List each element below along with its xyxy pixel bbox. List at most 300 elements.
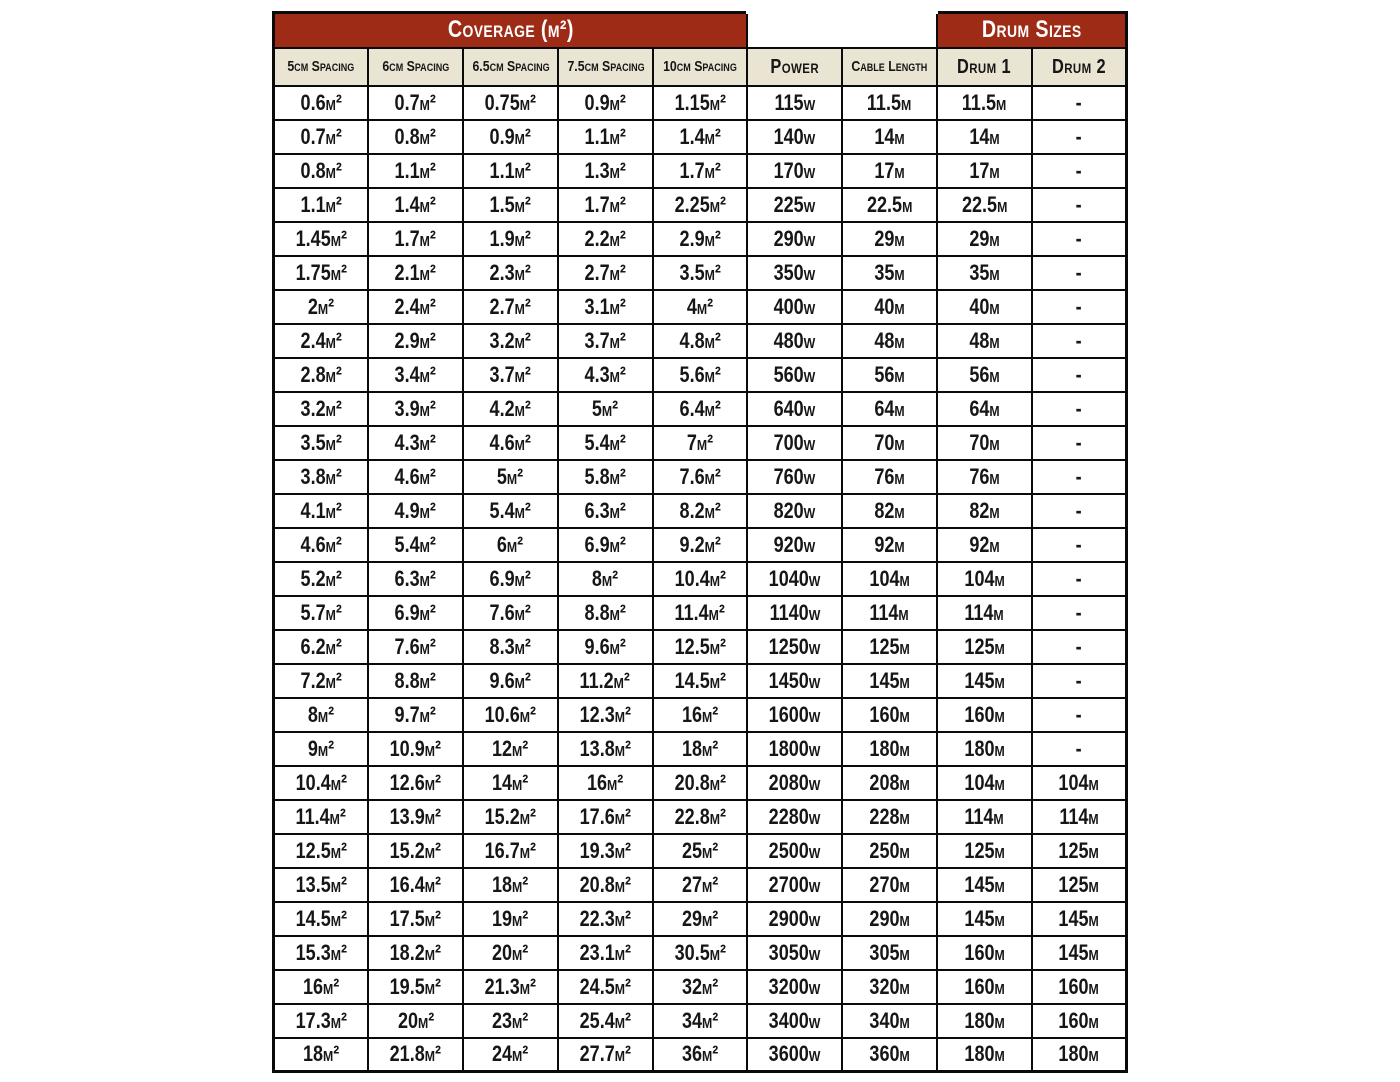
cell-drum-2-r25 [1032, 902, 1127, 936]
cell-5cm-spacing-r23 [274, 834, 369, 868]
cell-value: 0.75m² [484, 89, 537, 115]
cell-10cm-spacing-r9 [653, 358, 748, 392]
cell-value: 270m [869, 871, 910, 897]
cell-6-5cm-spacing-r6 [463, 256, 558, 290]
cell-6-5cm-spacing-r10 [463, 392, 558, 426]
cell-5cm-spacing-r26 [274, 936, 369, 970]
cell-value: 7.6m² [394, 633, 437, 659]
cell-value: 14m [969, 123, 1000, 149]
cell-7-5cm-spacing-r14 [558, 528, 653, 562]
cell-value: - [1075, 735, 1082, 761]
cell-value: 5.6m² [679, 361, 721, 387]
cell-value: 1.4m² [679, 123, 721, 149]
cell-10cm-spacing-r20 [653, 732, 748, 766]
cell-value: 2500w [768, 837, 821, 863]
cell-drum-1-r3 [937, 154, 1032, 188]
cell-value: 8.8m² [584, 599, 626, 625]
cell-value: - [1075, 565, 1082, 591]
cell-value: 7.2m² [300, 667, 342, 693]
cell-cable-length-r28 [842, 1004, 937, 1038]
cell-5cm-spacing-r18 [274, 664, 369, 698]
cell-value: 92m [874, 531, 905, 557]
cell-value: 6.9m² [489, 565, 532, 591]
cell-value: 1.1m² [584, 123, 626, 149]
cell-value: 180m [869, 735, 910, 761]
cell-value: 25m² [681, 837, 719, 863]
cell-value: - [1075, 293, 1082, 319]
cell-value: 1.4m² [394, 191, 437, 217]
cell-power-r25 [747, 902, 842, 936]
table-row-23 [274, 834, 1127, 868]
cell-value: 560w [773, 361, 816, 387]
cell-drum-2-r24 [1032, 868, 1127, 902]
cell-value: 104m [964, 565, 1005, 591]
cell-value: 18m² [302, 1041, 340, 1067]
cell-value: 7m² [686, 429, 714, 455]
cell-value: 1.1m² [394, 157, 437, 183]
cell-value: 3400w [768, 1007, 821, 1033]
cell-7-5cm-spacing-r2 [558, 120, 653, 154]
cell-value: 14.5m² [295, 905, 347, 931]
cell-cable-length-r2 [842, 120, 937, 154]
cell-drum-2-r17 [1032, 630, 1127, 664]
table-row-28 [274, 1004, 1127, 1038]
cell-drum-2-r27 [1032, 970, 1127, 1004]
cell-value: 125m [1058, 837, 1099, 863]
cell-value: 56m [969, 361, 1000, 387]
cell-drum-2-r29 [1032, 1038, 1127, 1072]
cell-value: 5m² [497, 463, 524, 489]
cell-power-r15 [747, 562, 842, 596]
cell-5cm-spacing-r24 [274, 868, 369, 902]
cell-drum-1-r29 [937, 1038, 1032, 1072]
cell-value: 180m [964, 735, 1005, 761]
cell-value: 36m² [681, 1041, 719, 1067]
cell-6cm-spacing-r3 [368, 154, 463, 188]
cell-value: 125m [964, 837, 1005, 863]
cell-value: 145m [964, 667, 1005, 693]
cell-value: - [1075, 531, 1082, 557]
cell-value: 6.9m² [394, 599, 437, 625]
cell-value: 9.2m² [679, 531, 721, 557]
table-row-27 [274, 970, 1127, 1004]
cell-value: 27.7m² [579, 1041, 631, 1067]
cell-value: 115w [774, 89, 816, 115]
cell-10cm-spacing-r24 [653, 868, 748, 902]
table-row-26 [274, 936, 1127, 970]
cell-6cm-spacing-r13 [368, 494, 463, 528]
cell-value: 160m [964, 973, 1005, 999]
cell-10cm-spacing-r12 [653, 460, 748, 494]
cell-value: 21.8m² [389, 1041, 442, 1067]
cell-6cm-spacing-r8 [368, 324, 463, 358]
cell-value: 145m [964, 905, 1005, 931]
cell-10cm-spacing-r25 [653, 902, 748, 936]
cell-drum-1-r12 [937, 460, 1032, 494]
cell-value: 27m² [681, 871, 719, 897]
cell-value: 1.45m² [295, 225, 347, 251]
cell-value: 208m [869, 769, 910, 795]
cell-value: 2700w [768, 871, 821, 897]
cell-5cm-spacing-r29 [274, 1038, 369, 1072]
cell-value: 56m [874, 361, 905, 387]
table-row-11 [274, 426, 1127, 460]
cell-value: 1.7m² [584, 191, 626, 217]
cell-7-5cm-spacing-r18 [558, 664, 653, 698]
table-row-24 [274, 868, 1127, 902]
cell-6-5cm-spacing-r11 [463, 426, 558, 460]
cell-drum-2-r14 [1032, 528, 1127, 562]
cell-7-5cm-spacing-r20 [558, 732, 653, 766]
cell-value: 17.5m² [389, 905, 442, 931]
cell-value: 160m [1058, 973, 1099, 999]
cell-5cm-spacing-r21 [274, 766, 369, 800]
cell-value: 2.1m² [394, 259, 437, 285]
cell-drum-2-r26 [1032, 936, 1127, 970]
cell-7-5cm-spacing-r9 [558, 358, 653, 392]
cell-value: 145m [1058, 939, 1099, 965]
cell-value: 3.2m² [300, 395, 342, 421]
cell-6-5cm-spacing-r20 [463, 732, 558, 766]
cell-value: 23m² [492, 1007, 529, 1033]
cell-7-5cm-spacing-r28 [558, 1004, 653, 1038]
cell-value: - [1075, 497, 1082, 523]
cell-value: 2.9m² [394, 327, 437, 353]
drum-sizes-group-header [937, 13, 1127, 48]
cell-value: 10.4m² [674, 565, 726, 591]
cell-cable-length-r3 [842, 154, 937, 188]
cell-5cm-spacing-r3 [274, 154, 369, 188]
cell-value: 1450w [768, 667, 821, 693]
cell-value: 3600w [768, 1041, 821, 1067]
cell-drum-2-r16 [1032, 596, 1127, 630]
table-row-10 [274, 392, 1127, 426]
cell-cable-length-r4 [842, 188, 937, 222]
cell-cable-length-r25 [842, 902, 937, 936]
table-row-2 [274, 120, 1127, 154]
cell-drum-1-r1 [937, 86, 1032, 120]
cell-power-r13 [747, 494, 842, 528]
col-header-label: 6cm Spacing [382, 58, 450, 75]
cell-value: 0.9m² [489, 123, 532, 149]
cell-cable-length-r1 [842, 86, 937, 120]
cell-value: 3.4m² [394, 361, 437, 387]
cell-6cm-spacing-r5 [368, 222, 463, 256]
col-header-drum-1 [937, 48, 1032, 86]
cell-cable-length-r29 [842, 1038, 937, 1072]
cell-6-5cm-spacing-r13 [463, 494, 558, 528]
cell-power-r19 [747, 698, 842, 732]
cell-cable-length-r18 [842, 664, 937, 698]
cell-value: 2.8m² [300, 361, 342, 387]
cell-5cm-spacing-r5 [274, 222, 369, 256]
cell-value: 920w [773, 531, 816, 557]
cell-10cm-spacing-r14 [653, 528, 748, 562]
cell-6cm-spacing-r9 [368, 358, 463, 392]
cell-value: - [1075, 225, 1082, 251]
cell-drum-2-r15 [1032, 562, 1127, 596]
cell-drum-1-r22 [937, 800, 1032, 834]
cell-value: 8.3m² [489, 633, 532, 659]
cell-drum-2-r7 [1032, 290, 1127, 324]
cell-value: 4.2m² [489, 395, 532, 421]
cell-value: 2280w [768, 803, 821, 829]
cell-7-5cm-spacing-r3 [558, 154, 653, 188]
cell-value: 9.6m² [489, 667, 532, 693]
cell-value: 23.1m² [579, 939, 631, 965]
cell-drum-1-r4 [937, 188, 1032, 222]
cell-cable-length-r7 [842, 290, 937, 324]
cell-value: 76m [969, 463, 1000, 489]
cell-drum-1-r27 [937, 970, 1032, 1004]
table-row-12 [274, 460, 1127, 494]
cell-value: - [1075, 327, 1082, 353]
cell-6cm-spacing-r25 [368, 902, 463, 936]
cell-value: 14m [874, 123, 905, 149]
cell-power-r9 [747, 358, 842, 392]
col-header-label: 7.5cm Spacing [567, 58, 645, 75]
cell-value: 6.2m² [300, 633, 342, 659]
table-row-20 [274, 732, 1127, 766]
cell-value: 20.8m² [674, 769, 726, 795]
cell-value: 3.2m² [489, 327, 532, 353]
cell-10cm-spacing-r6 [653, 256, 748, 290]
cell-value: 10.4m² [295, 769, 347, 795]
cell-10cm-spacing-r23 [653, 834, 748, 868]
cell-value: 6.9m² [584, 531, 626, 557]
cell-value: 12.5m² [295, 837, 347, 863]
cell-value: 24.5m² [579, 973, 631, 999]
col-header-label: Cable Length [851, 58, 928, 75]
cell-7-5cm-spacing-r1 [558, 86, 653, 120]
cell-value: 5.8m² [584, 463, 626, 489]
cell-drum-1-r21 [937, 766, 1032, 800]
cell-drum-1-r19 [937, 698, 1032, 732]
cell-value: 5.2m² [300, 565, 342, 591]
cell-power-r2 [747, 120, 842, 154]
cell-drum-1-r10 [937, 392, 1032, 426]
cell-7-5cm-spacing-r11 [558, 426, 653, 460]
cell-value: 2.7m² [489, 293, 532, 319]
cell-power-r24 [747, 868, 842, 902]
cell-value: 2080w [768, 769, 821, 795]
cell-value: 2.7m² [584, 259, 626, 285]
cell-value: 3.1m² [584, 293, 626, 319]
cell-value: 4.6m² [394, 463, 437, 489]
cell-value: 480w [773, 327, 816, 353]
cell-value: 5.4m² [489, 497, 532, 523]
col-header-7-5cm-spacing [558, 48, 653, 86]
cell-7-5cm-spacing-r13 [558, 494, 653, 528]
cell-6-5cm-spacing-r25 [463, 902, 558, 936]
cell-value: 2.4m² [394, 293, 437, 319]
header-group-row [274, 13, 1127, 48]
cell-6-5cm-spacing-r8 [463, 324, 558, 358]
cell-value: 160m [869, 701, 910, 727]
table-row-19 [274, 698, 1127, 732]
col-header-drum-2 [1032, 48, 1127, 86]
cell-value: 22.5m [961, 191, 1007, 217]
cell-value: 9.7m² [394, 701, 437, 727]
cell-5cm-spacing-r20 [274, 732, 369, 766]
table-row-15 [274, 562, 1127, 596]
cell-power-r18 [747, 664, 842, 698]
cell-value: 4.6m² [489, 429, 532, 455]
cell-value: 700w [773, 429, 816, 455]
cell-cable-length-r12 [842, 460, 937, 494]
cell-value: - [1075, 633, 1082, 659]
cell-6-5cm-spacing-r5 [463, 222, 558, 256]
cell-7-5cm-spacing-r5 [558, 222, 653, 256]
cell-value: 400w [773, 293, 816, 319]
cell-power-r10 [747, 392, 842, 426]
table-body [274, 86, 1127, 1072]
cell-value: 13.9m² [389, 803, 442, 829]
cell-6cm-spacing-r1 [368, 86, 463, 120]
cell-value: 5.7m² [300, 599, 342, 625]
cell-value: 0.9m² [584, 89, 626, 115]
cell-5cm-spacing-r22 [274, 800, 369, 834]
cell-value: 8.8m² [394, 667, 437, 693]
cell-value: 16.4m² [389, 871, 442, 897]
cell-6cm-spacing-r4 [368, 188, 463, 222]
cell-drum-2-r12 [1032, 460, 1127, 494]
cell-6cm-spacing-r24 [368, 868, 463, 902]
table-head [274, 13, 1127, 86]
cell-10cm-spacing-r17 [653, 630, 748, 664]
table-row-17 [274, 630, 1127, 664]
cell-value: 1.5m² [489, 191, 532, 217]
table-row-22 [274, 800, 1127, 834]
cell-5cm-spacing-r11 [274, 426, 369, 460]
cell-7-5cm-spacing-r17 [558, 630, 653, 664]
cell-5cm-spacing-r15 [274, 562, 369, 596]
cell-value: 760w [773, 463, 816, 489]
cell-value: 29m² [681, 905, 719, 931]
cell-drum-1-r6 [937, 256, 1032, 290]
table-row-9 [274, 358, 1127, 392]
cell-6-5cm-spacing-r15 [463, 562, 558, 596]
cell-value: 2.25m² [674, 191, 726, 217]
cell-cable-length-r20 [842, 732, 937, 766]
coverage-group-header [274, 13, 748, 48]
cell-7-5cm-spacing-r29 [558, 1038, 653, 1072]
cell-value: - [1075, 429, 1082, 455]
cell-value: 16.7m² [484, 837, 537, 863]
cell-value: - [1075, 463, 1082, 489]
cell-value: 4.3m² [584, 361, 626, 387]
cell-6-5cm-spacing-r24 [463, 868, 558, 902]
cell-value: 6.3m² [584, 497, 626, 523]
cell-value: 5.4m² [584, 429, 626, 455]
cell-drum-2-r21 [1032, 766, 1127, 800]
cell-value: 1.15m² [674, 89, 726, 115]
cell-value: 114m [964, 803, 1004, 829]
cell-5cm-spacing-r10 [274, 392, 369, 426]
cell-value: 225w [773, 191, 816, 217]
cell-cable-length-r11 [842, 426, 937, 460]
cell-5cm-spacing-r2 [274, 120, 369, 154]
cell-5cm-spacing-r9 [274, 358, 369, 392]
cell-6-5cm-spacing-r4 [463, 188, 558, 222]
cell-value: 14m² [492, 769, 529, 795]
cell-value: 4.1m² [300, 497, 342, 523]
cell-value: 250m [869, 837, 910, 863]
cell-value: 1040w [768, 565, 821, 591]
cell-value: 17m [969, 157, 1000, 183]
cell-value: 1.75m² [295, 259, 347, 285]
coverage-group-header-label: Coverage (m²) [447, 16, 574, 44]
cell-power-r1 [747, 86, 842, 120]
cell-drum-2-r18 [1032, 664, 1127, 698]
cell-10cm-spacing-r27 [653, 970, 748, 1004]
cell-value: - [1075, 157, 1082, 183]
cell-6-5cm-spacing-r2 [463, 120, 558, 154]
cell-value: 15.2m² [389, 837, 442, 863]
cell-6cm-spacing-r16 [368, 596, 463, 630]
cell-5cm-spacing-r19 [274, 698, 369, 732]
cell-value: 3.8m² [300, 463, 342, 489]
cell-value: 76m [874, 463, 905, 489]
cell-10cm-spacing-r28 [653, 1004, 748, 1038]
cell-value: - [1075, 361, 1082, 387]
cell-power-r22 [747, 800, 842, 834]
cell-cable-length-r9 [842, 358, 937, 392]
cell-10cm-spacing-r10 [653, 392, 748, 426]
cell-drum-2-r9 [1032, 358, 1127, 392]
table-row-25 [274, 902, 1127, 936]
col-header-label: Power [770, 55, 820, 78]
cell-10cm-spacing-r19 [653, 698, 748, 732]
table-row-1 [274, 86, 1127, 120]
cell-value: 22.3m² [579, 905, 631, 931]
cell-power-r3 [747, 154, 842, 188]
cell-value: 170w [773, 157, 816, 183]
cell-6cm-spacing-r19 [368, 698, 463, 732]
cell-drum-1-r5 [937, 222, 1032, 256]
cell-value: 9m² [307, 735, 335, 761]
cell-value: 13.5m² [295, 871, 347, 897]
cell-cable-length-r17 [842, 630, 937, 664]
cell-5cm-spacing-r13 [274, 494, 369, 528]
cell-drum-2-r1 [1032, 86, 1127, 120]
cell-6-5cm-spacing-r1 [463, 86, 558, 120]
cell-6-5cm-spacing-r23 [463, 834, 558, 868]
cell-value: 2.2m² [584, 225, 626, 251]
cell-power-r6 [747, 256, 842, 290]
cell-drum-1-r2 [937, 120, 1032, 154]
table-row-4 [274, 188, 1127, 222]
col-header-6-5cm-spacing [463, 48, 558, 86]
cell-value: 228m [869, 803, 910, 829]
cell-value: 17.6m² [579, 803, 631, 829]
cell-7-5cm-spacing-r8 [558, 324, 653, 358]
cell-value: 64m [874, 395, 905, 421]
cell-value: 16m² [302, 973, 340, 999]
cell-power-r27 [747, 970, 842, 1004]
cell-value: 0.8m² [394, 123, 437, 149]
cell-cable-length-r5 [842, 222, 937, 256]
cell-6-5cm-spacing-r14 [463, 528, 558, 562]
cell-drum-1-r17 [937, 630, 1032, 664]
cell-value: 4.9m² [394, 497, 437, 523]
cell-6-5cm-spacing-r21 [463, 766, 558, 800]
cell-cable-length-r16 [842, 596, 937, 630]
cell-value: 8.2m² [679, 497, 721, 523]
cell-value: 180m [964, 1041, 1005, 1067]
cell-drum-2-r20 [1032, 732, 1127, 766]
cell-value: 70m [874, 429, 905, 455]
